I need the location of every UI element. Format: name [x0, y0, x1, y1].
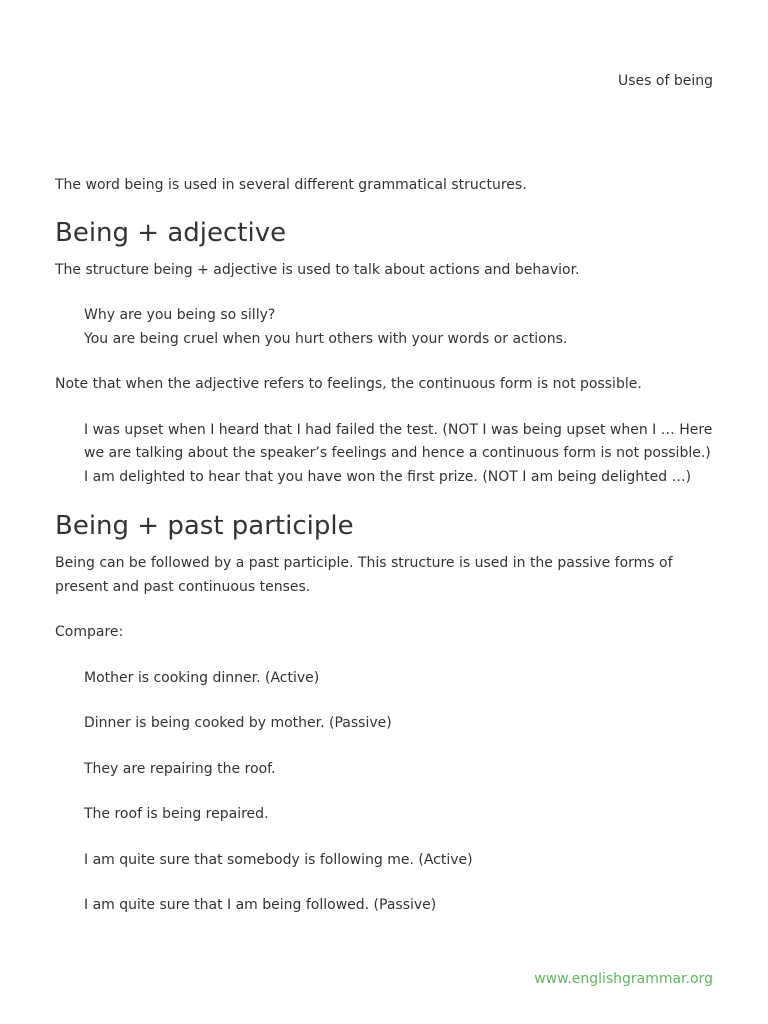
note-paragraph: Note that when the adjective refers to feelings, the continuous form is not possible. — [55, 376, 642, 392]
example-sentence: I am quite sure that somebody is following me. (Active) — [84, 851, 473, 868]
section-heading-adjective: Being + adjective — [55, 217, 287, 248]
section1-paragraph: The structure being + adjective is used to talk about actions and behavior. — [55, 261, 580, 278]
example-sentence: Dinner is being cooked by mother. (Passive) — [84, 715, 392, 731]
footer-site-link[interactable]: www.englishgrammar.org — [534, 971, 713, 987]
example-list — [55, 304, 715, 351]
example-sentence: I am quite sure that I am being followed. (Passive) — [84, 897, 437, 913]
example-sentence: They are repairing the roof. — [84, 760, 276, 777]
example-sentence: I am delighted to hear that you have won the first prize. (NOT I am being delighted …) — [84, 468, 692, 485]
section-past-participle — [55, 509, 715, 918]
example-list — [55, 419, 715, 490]
compare-label: Compare: — [55, 624, 124, 640]
section2-paragraph: Being can be followed by a past participle. This structure is used in the passive forms of present and past continuous tenses. — [55, 555, 673, 595]
article-content — [55, 174, 715, 918]
intro-paragraph: The word being is used in several different grammatical structures. — [55, 177, 527, 193]
example-list — [55, 667, 715, 918]
example-sentence: I was upset when I heard that I had failed the test. (NOT I was being upset when I … Here we are talking about the speaker’s feelings and hence a continuous form is not possible.) — [84, 421, 713, 461]
example-sentence: The roof is being repaired. — [84, 806, 269, 822]
page-header-title: Uses of being — [618, 73, 713, 89]
section-heading-past-participle: Being + past participle — [55, 511, 354, 541]
example-sentence: Why are you being so silly? — [84, 307, 276, 323]
example-sentence: Mother is cooking dinner. (Active) — [84, 669, 320, 686]
example-sentence: You are being cruel when you hurt others with your words or actions. — [84, 330, 568, 347]
